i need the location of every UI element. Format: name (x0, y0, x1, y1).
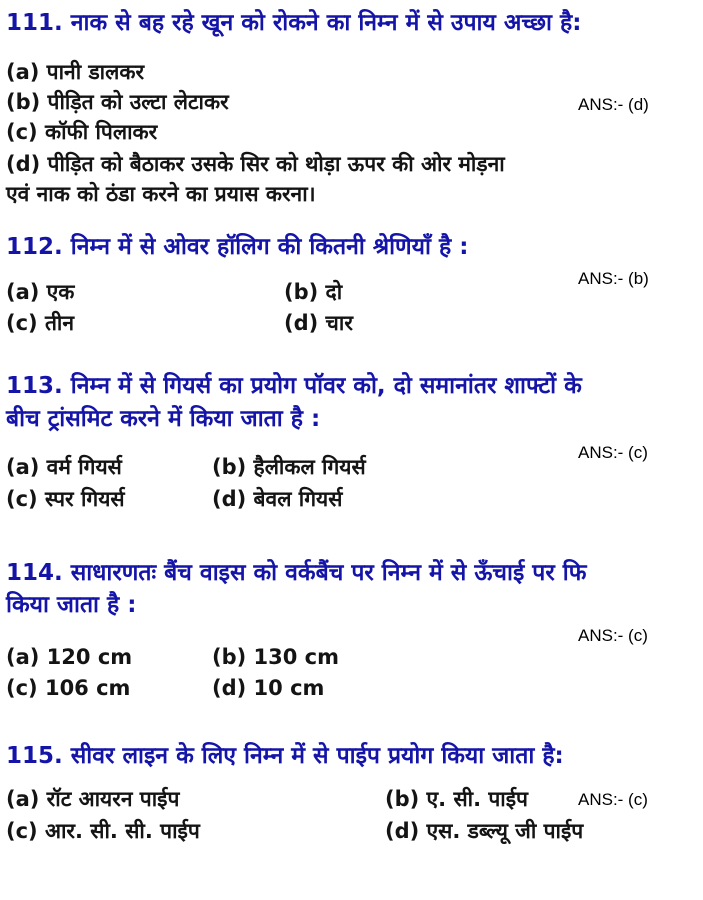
q113-option-b: (b) हैलीकल गियर्स (212, 455, 366, 479)
q111-option-a: (a) पानी डालकर (6, 60, 145, 84)
q114-option-d: (d) 10 cm (212, 676, 325, 700)
question-115-title: 115. सीवर लाइन के लिए निम्न में से पाईप प्रयोग किया जाता है: (6, 743, 564, 769)
question-113-title: 113. निम्न में से गियर्स का प्रयोग पॉवर को, दो समानांतर शाफ्टों के (6, 373, 582, 399)
q113-option-a: (a) वर्म गियर्स (6, 455, 122, 479)
q111-option-c: (c) कॉफी पिलाकर (6, 120, 158, 144)
question-112-title: 112. निम्न में से ओवर हॉलिग की कितनी श्रेणियाँ है : (6, 234, 469, 260)
q112-option-a: (a) एक (6, 280, 75, 304)
q111-option-b: (b) पीड़ित को उल्टा लेटाकर (6, 90, 229, 114)
q113-option-c: (c) स्पर गियर्स (6, 487, 125, 511)
q112-answer: ANS:- (b) (578, 269, 649, 288)
q114-answer: ANS:- (c) (578, 626, 648, 645)
question-113-title-line2: बीच ट्रांसमिट करने में किया जाता है : (6, 406, 321, 432)
q115-option-c: (c) आर. सी. सी. पाईप (6, 819, 200, 843)
q112-option-b: (b) दो (284, 280, 343, 304)
q113-answer: ANS:- (c) (578, 443, 648, 462)
q111-answer: ANS:- (d) (578, 95, 649, 114)
question-114-title: 114. साधारणतः बैंच वाइस को वर्कबैंच पर निम्न में से ऊँचाई पर फि (6, 560, 587, 586)
q111-option-d-continued: एवं नाक को ठंडा करने का प्रयास करना। (6, 182, 316, 206)
q112-option-c: (c) तीन (6, 311, 75, 335)
q115-option-d: (d) एस. डब्ल्यू जी पाईप (385, 819, 584, 843)
q114-option-c: (c) 106 cm (6, 676, 131, 700)
q114-option-a: (a) 120 cm (6, 645, 133, 669)
question-114-title-line2: किया जाता है : (6, 592, 137, 618)
q112-option-d: (d) चार (284, 311, 353, 335)
question-111-title: 111. नाक से बह रहे खून को रोकने का निम्न में से उपाय अच्छा है: (6, 10, 582, 36)
q113-option-d: (d) बेवल गियर्स (212, 487, 343, 511)
q114-option-b: (b) 130 cm (212, 645, 340, 669)
q115-answer: ANS:- (c) (578, 790, 648, 809)
q115-option-a: (a) रॉट आयरन पाईप (6, 787, 180, 811)
q115-option-b: (b) ए. सी. पाईप (385, 787, 528, 811)
q111-option-d: (d) पीड़ित को बैठाकर उसके सिर को थोड़ा ऊपर की ओर मोड़ना (6, 152, 505, 176)
